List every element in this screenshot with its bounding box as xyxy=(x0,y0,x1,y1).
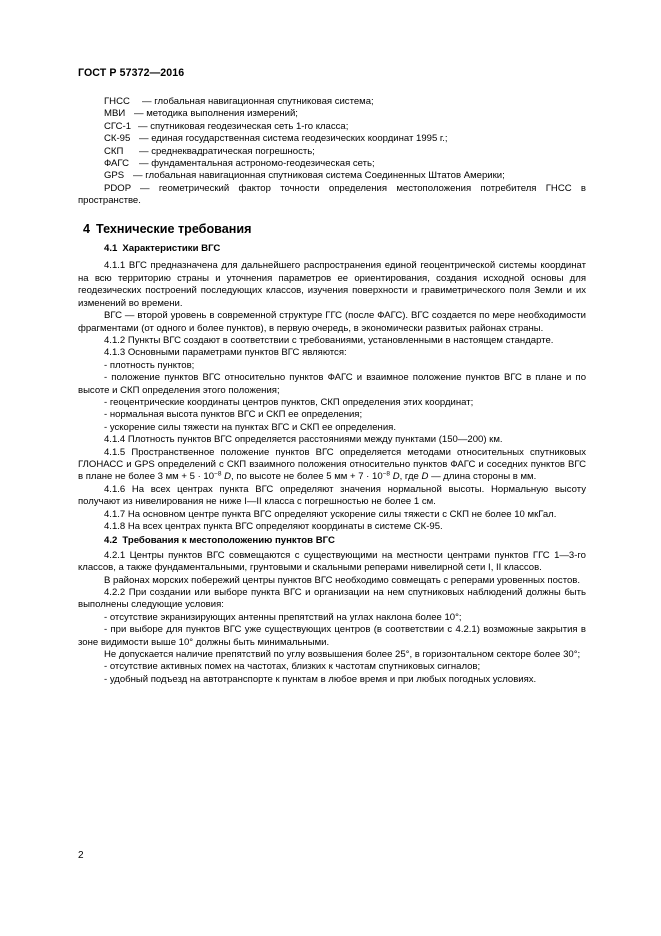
abbreviation-term: ГНСС xyxy=(104,96,130,107)
subsection-title: Характеристики ВГС xyxy=(122,243,221,255)
paragraph-4-1-6: 4.1.6 На всех центрах пункта ВГС определяют значения нормальной высоты. Нормальную высоту получают из нивелирования не ниже I—II класса с погрешностью не более 1 см. xyxy=(78,483,586,508)
abbreviation-item xyxy=(78,96,586,108)
abbreviation-item xyxy=(78,170,586,182)
section-number: 4 xyxy=(83,221,91,236)
abbreviation-item xyxy=(78,183,586,208)
abbreviation-definition: — глобальная навигационная спутниковая система; xyxy=(142,96,374,107)
abbreviations-list xyxy=(78,96,586,208)
list-item: - плотность пунктов; xyxy=(104,359,195,371)
abbreviation-definition: — спутниковая геодезическая сеть 1-го класса; xyxy=(138,120,349,132)
abbreviation-term: GPS xyxy=(104,170,125,182)
abbreviation-item xyxy=(78,146,586,158)
subsection-number: 4.1 xyxy=(104,243,118,255)
list-item: - геоцентрические координаты центров пунктов, СКП определения этих координат; xyxy=(104,396,474,408)
abbreviation-item xyxy=(78,133,586,145)
exponent: −8 xyxy=(214,470,222,478)
list-item: - положение пунктов ВГС относительно пунктов ФАГС и взаимное положение пунктов ВГС в плане и по высоте и СКП определения этого положения; xyxy=(78,372,586,396)
paragraph-4-1-8: 4.1.8 На всех центрах пункта ВГС определяют координаты в системе СК-95. xyxy=(104,521,443,532)
paragraph-4-2-1-b: В районах морских побережий центры пунктов ВГС необходимо совмещать с реперами уровенных постов. xyxy=(104,574,580,586)
variable: D xyxy=(421,471,429,483)
list-item: - удобный подъезд на автотранспорте к пунктам в любое время и при любых погодных условиях. xyxy=(104,673,537,685)
abbreviation-term: СГС-1 xyxy=(104,120,132,132)
paragraph-4-1-2: 4.1.2 Пункты ВГС создают в соответствии с требованиями, установленными в настоящем стандарте. xyxy=(104,334,554,346)
text-run: , где xyxy=(399,471,422,483)
abbreviation-definition: — глобальная навигационная спутниковая система Соединенных Штатов Америки; xyxy=(133,170,505,182)
abbreviation-term: ФАГС xyxy=(104,158,130,170)
section-heading xyxy=(78,223,586,235)
paragraph-4-2-1: 4.2.1 Центры пунктов ВГС совмещаются с существующими на местности центрами пунктов ГГС 1—3-го классов, а также фундаментальными, грунтовыми и скальными реперами нивелирной сети I, II классов. xyxy=(78,549,586,574)
list-item: - при выборе для пунктов ВГС уже существующих центров (в соответствии с 4.2.1) возможные закрытия в зоне видимости выше 10° должны быть минимальными. xyxy=(78,624,586,648)
paragraph-4-2-2: 4.2.2 При создании или выборе пункта ВГС и организации на нем спутниковых наблюдений должны быть выполнены следующие условия: xyxy=(78,587,586,611)
abbreviation-definition: — единая государственная система геодезических координат 1995 г.; xyxy=(139,133,448,145)
text-run: — длина стороны в мм. xyxy=(428,471,537,483)
variable: D xyxy=(392,471,400,483)
paragraph-4-1-7: 4.1.7 На основном центре пункта ВГС определяют ускорение силы тяжести с СКП не более 10 мкГал. xyxy=(104,508,557,520)
abbreviation-term: МВИ xyxy=(104,108,126,120)
subsection-heading xyxy=(104,535,586,547)
list-item: - отсутствие экранизирующих антенны препятствий на углах наклона более 10°; xyxy=(104,611,462,623)
subsection-number: 4.2 xyxy=(104,535,118,547)
list-item: - ускорение силы тяжести на пунктах ВГС и СКП ее определения. xyxy=(104,421,396,433)
abbreviation-definition: — фундаментальная астрономо-геодезическая сеть; xyxy=(139,158,375,170)
section-title: Технические требования xyxy=(96,221,252,236)
abbreviation-term: PDOP xyxy=(104,182,132,194)
paragraph-4-1-5 xyxy=(78,447,586,484)
text-run: , по высоте не более 5 мм + 7 · 10 xyxy=(231,471,383,483)
paragraph-4-1-4: 4.1.4 Плотность пунктов ВГС определяется расстояниями между пунктами (150—200) км. xyxy=(104,434,503,446)
abbreviation-definition: — методика выполнения измерений; xyxy=(134,108,298,120)
abbreviation-definition: — геометрический фактор точности определения местоположения потребителя ГНСС в пространстве. xyxy=(78,182,586,207)
variable: D xyxy=(224,471,232,483)
paragraph-4-1-3: 4.1.3 Основными параметрами пунктов ВГС являются: xyxy=(104,347,347,359)
abbreviation-term: СК-95 xyxy=(104,133,131,145)
page-content xyxy=(78,96,586,686)
list-item: - отсутствие активных помех на частотах, близких к частотам спутниковых сигналов; xyxy=(104,661,481,673)
abbreviation-definition: — среднеквадратическая погрешность; xyxy=(139,145,315,157)
paragraph-4-2-2-b: Не допускается наличие препятствий по углу возвышения более 25°, в горизонтальном секторе более 30°; xyxy=(104,649,581,661)
paragraph-4-1-1: 4.1.1 ВГС предназначена для дальнейшего распространения единой геоцентрической системы координат на всю территорию страны и уточнения параметров ее ориентирования, создания исходной основы для геодезических построений последующих классов, изучения поверхности и гравиметрического поля Земли и их изменений во времени. xyxy=(78,260,586,309)
subsection-title: Требования к местоположению пунктов ВГС xyxy=(122,535,335,547)
abbreviation-term: СКП xyxy=(104,145,124,157)
list-item: - нормальная высота пунктов ВГС и СКП ее определения; xyxy=(104,409,363,421)
document-header: ГОСТ Р 57372—2016 xyxy=(78,67,185,79)
paragraph-4-1-1-b: ВГС — второй уровень в современной структуре ГГС (после ФАГС). ВГС создается по мере необходимости фрагментами (от одного и более пунктов), в первую очередь, в экономически развитых районах страны. xyxy=(78,310,586,334)
abbreviation-item xyxy=(78,108,586,120)
text-run: 4.1.5 Пространственное положение пунктов ВГС определяется методами относительных спутниковых ГЛОНАСС и GPS определений с СКП взаимного положения относительно пунктов ФАГС и соседних пунктов ВГС в плане не более 3 мм + 5 · 10 xyxy=(78,446,586,483)
page-number: 2 xyxy=(78,850,84,861)
abbreviation-item xyxy=(78,121,586,133)
abbreviation-item xyxy=(78,158,586,170)
exponent: −8 xyxy=(382,470,391,478)
subsection-heading xyxy=(104,243,586,255)
